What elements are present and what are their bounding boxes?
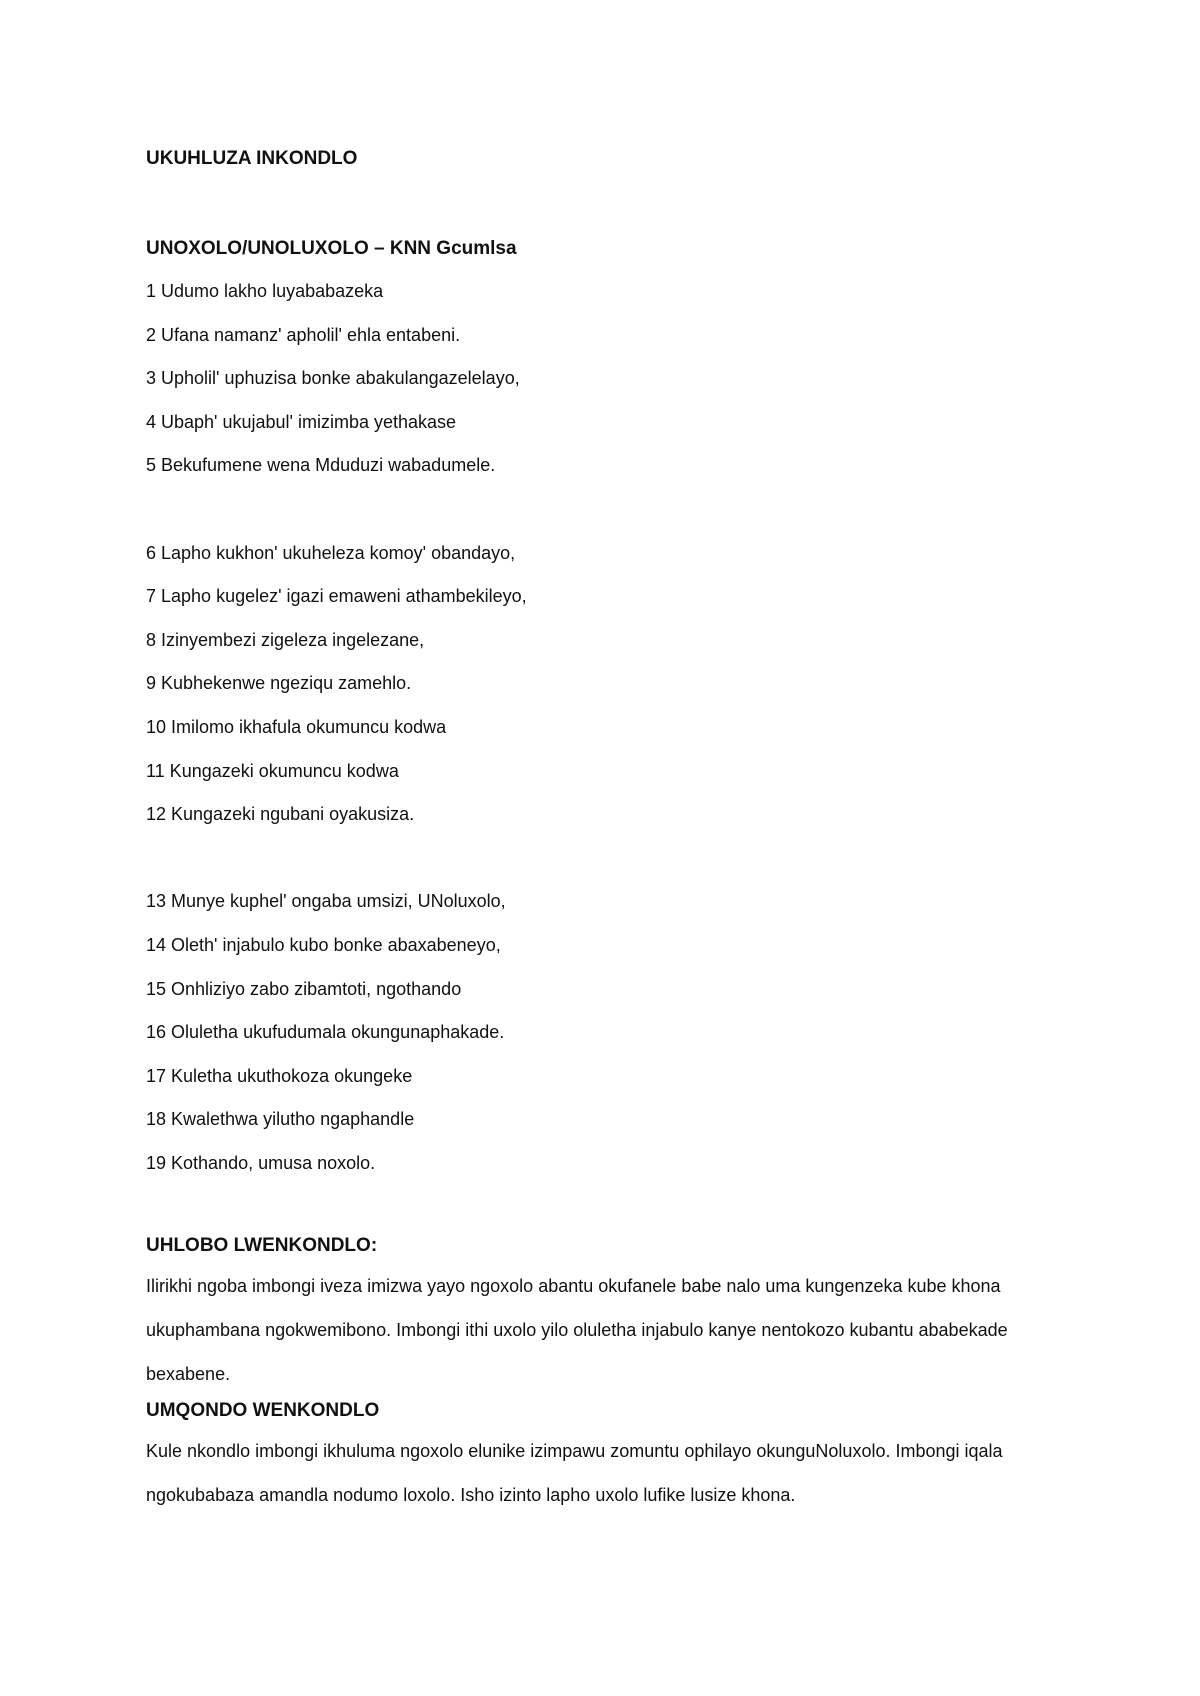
poem-line: 2 Ufana namanz' apholil' ehla entabeni. [146,324,461,345]
poem-line: 6 Lapho kukhon' ukuheleza komoy' obandayo, [146,542,516,563]
poem-line: 17 Kuletha ukuthokoza okungeke [146,1065,413,1086]
stanza-2 [146,532,1046,837]
stanza-3 [146,880,1046,1185]
section-heading-poem-meaning: UMQONDO WENKONDLO [146,1400,380,1422]
stanza-1 [146,270,1046,488]
section-body-poem-meaning: Kule nkondlo imbongi ikhuluma ngoxolo elunike izimpawu zomuntu ophilayo okunguNoluxolo. Imbongi iqala ngokubabaza amandla nodumo loxolo. Isho izinto lapho uxolo lufike lusize khona. [146,1441,1003,1505]
poem-line: 14 Oleth' injabulo kubo bonke abaxabeneyo, [146,934,501,955]
poem-line: 7 Lapho kugelez' igazi emaweni athambekileyo, [146,586,527,607]
poem-line: 11 Kungazeki okumuncu kodwa [146,760,399,781]
poem-line: 18 Kwalethwa yilutho ngaphandle [146,1109,415,1130]
poem-line: 19 Kothando, umusa noxolo. [146,1152,376,1173]
section-heading-poem-type: UHLOBO LWENKONDLO: [146,1235,378,1257]
poem-line: 15 Onhliziyo zabo zibamtoti, ngothando [146,978,462,999]
poem-line: 9 Kubhekenwe ngeziqu zamehlo. [146,673,412,694]
document-title: UKUHLUZA INKONDLO [146,148,358,169]
poem-line: 5 Bekufumene wena Mduduzi wabadumele. [146,455,496,476]
section-body-poem-type: Ilirikhi ngoba imbongi iveza imizwa yayo ngoxolo abantu okufanele babe nalo uma kungenzeka kube khona ukuphambana ngokwemibono. Imbongi ithi uxolo yilo oluletha injabulo kanye nentokozo kubantu ababekade bexabene. [146,1276,1008,1384]
poem-line: 8 Izinyembezi zigeleza ingelezane, [146,629,425,650]
poem-line: 1 Udumo lakho luyababazeka [146,281,384,301]
poem-heading: UNOXOLO/UNOLUXOLO – KNN Gcumlsa [146,238,517,259]
poem-line: 4 Ubaph' ukujabul' imizimba yethakase [146,411,457,432]
poem-line: 3 Upholil' uphuzisa bonke abakulangazelelayo, [146,368,520,389]
poem-line: 12 Kungazeki ngubani oyakusiza. [146,804,415,825]
poem-line: 16 Oluletha ukufudumala okungunaphakade. [146,1022,505,1043]
poem-line: 13 Munye kuphel' ongaba umsizi, UNoluxolo, [146,891,506,912]
document-page [146,144,1046,1517]
poem-line: 10 Imilomo ikhafula okumuncu kodwa [146,716,447,737]
